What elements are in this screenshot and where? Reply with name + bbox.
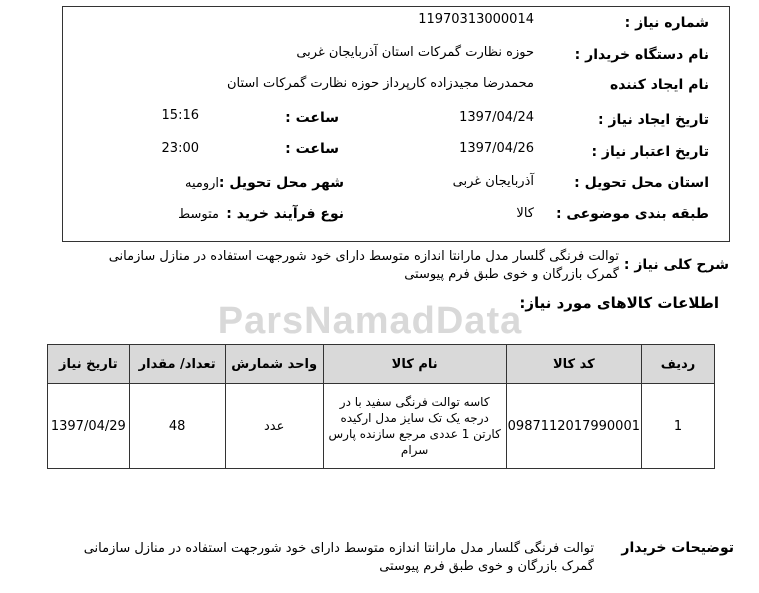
unit: عدد [225, 384, 323, 469]
table-header-row [48, 345, 715, 384]
city-label: شهر محل تحویل : [218, 175, 344, 191]
col-qty: تعداد/ مقدار [129, 345, 225, 384]
created-time-label: ساعت : [285, 110, 339, 126]
goods-table [47, 344, 715, 469]
buyer-label: نام دستگاه خریدار : [574, 47, 709, 63]
col-code: کد کالا [506, 345, 641, 384]
need-number-label: شماره نیاز : [624, 15, 709, 31]
buyer-notes-label: توضیحات خریدار [621, 540, 734, 556]
col-date: تاریخ نیاز [48, 345, 130, 384]
created-date-label: تاریخ ایجاد نیاز : [597, 112, 709, 128]
city: ارومیه [184, 176, 219, 191]
buyer-notes-text: توالت فرنگی گلسار مدل مارانتا اندازه متوسط دارای خود شورجهت استفاده در منازل سازمانی گمرک بازرگان و خوی طبق فرم پیوستی [83, 541, 594, 574]
category: کالا [516, 206, 534, 221]
valid-time: 23:00 [161, 141, 199, 156]
creator-name: محمدرضا مجیدزاده کارپرداز حوزه نظارت گمرکات استان [226, 76, 534, 91]
watermark-text: ParsNamadData [217, 300, 523, 342]
province-label: استان محل تحویل : [574, 175, 709, 191]
row-number: 1 [642, 384, 715, 469]
table-row [48, 384, 715, 469]
creator-label: نام ایجاد کننده [609, 77, 709, 93]
created-time: 15:16 [161, 108, 199, 123]
valid-time-label: ساعت : [285, 141, 339, 157]
goods-code: 0987112017990001 [506, 384, 641, 469]
province: آذربایجان غربی [452, 174, 534, 189]
need-date: 1397/04/29 [48, 384, 130, 469]
need-info-box [62, 6, 730, 242]
goods-section-title: اطلاعات کالاهای مورد نیاز: [519, 294, 719, 312]
process-type: متوسط [178, 207, 219, 222]
valid-date-label: تاریخ اعتبار نیاز : [591, 144, 709, 160]
quantity: 48 [129, 384, 225, 469]
col-row: ردیف [642, 345, 715, 384]
category-label: طبقه بندی موضوعی : [555, 206, 709, 222]
goods-name: کاسه توالت فرنگی سفید با در درجه یک تک سایز مدل ارکیده کارتن 1 عددی مرجع سازنده پارس سرام [323, 384, 506, 469]
col-unit: واحد شمارش [225, 345, 323, 384]
process-label: نوع فرآیند خرید : [226, 206, 344, 222]
buyer-name: حوزه نظارت گمرکات استان آذربایجان غربی [296, 45, 534, 60]
col-name: نام کالا [323, 345, 506, 384]
overview-text: توالت فرنگی گلسار مدل مارانتا اندازه متوسط دارای خود شورجهت استفاده در منازل سازمانی گمرک بازرگان و خوی طبق فرم پیوستی [108, 249, 619, 282]
created-date: 1397/04/24 [459, 110, 534, 125]
overview-label: شرح کلی نیاز : [623, 257, 729, 273]
valid-date: 1397/04/26 [459, 141, 534, 156]
need-number: 11970313000014 [418, 12, 534, 27]
